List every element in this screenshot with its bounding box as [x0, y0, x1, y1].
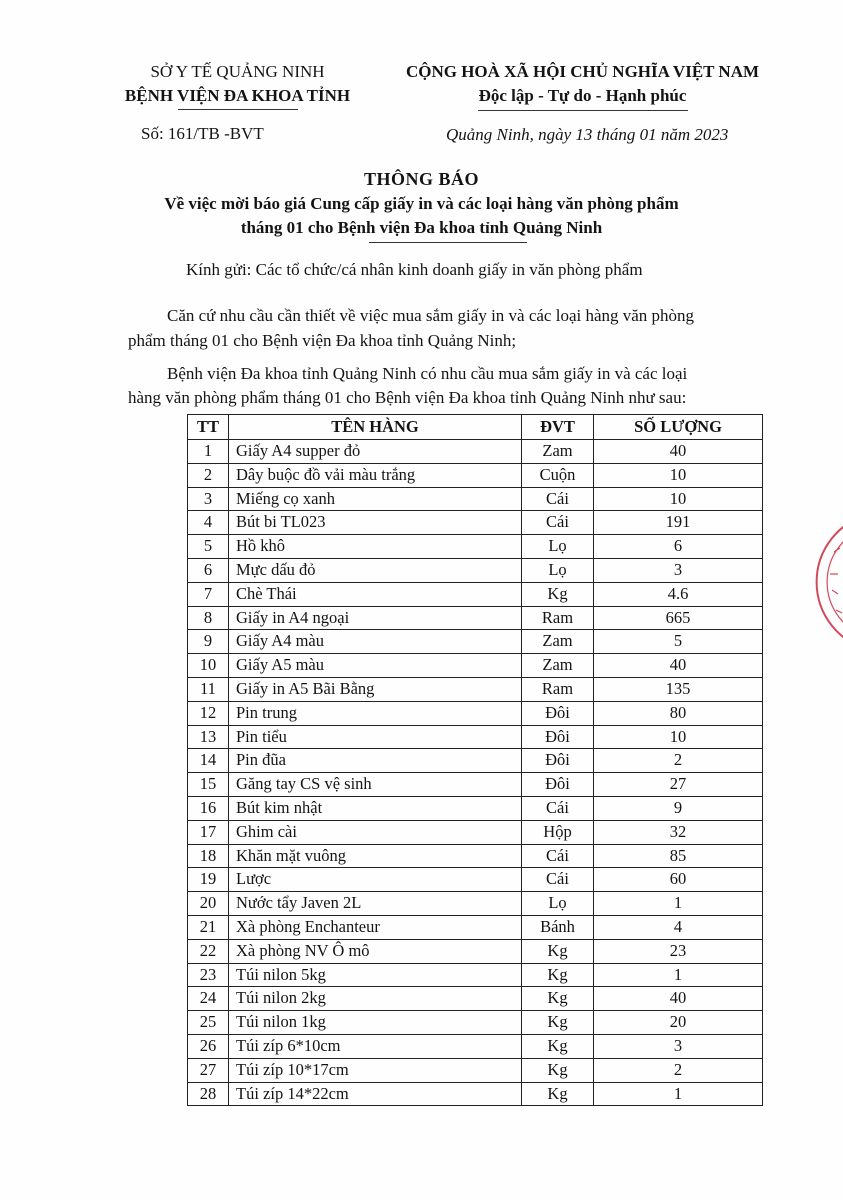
- table-row: [188, 939, 763, 963]
- table-row: [188, 1011, 763, 1035]
- table-row: [188, 725, 763, 749]
- row-quantity: 4.6: [594, 582, 763, 606]
- row-item-name: Túi nilon 2kg: [229, 987, 522, 1011]
- row-unit: Ram: [522, 677, 594, 701]
- row-quantity: 2: [594, 1058, 763, 1082]
- row-item-name: Dây buộc đồ vải màu trắng: [229, 463, 522, 487]
- row-item-name: Lược: [229, 868, 522, 892]
- row-quantity: 85: [594, 844, 763, 868]
- row-item-name: Giấy A4 màu: [229, 630, 522, 654]
- row-tt: 8: [188, 606, 229, 630]
- table-row: [188, 796, 763, 820]
- row-tt: 15: [188, 773, 229, 797]
- row-unit: Đôi: [522, 773, 594, 797]
- row-tt: 21: [188, 915, 229, 939]
- row-quantity: 1: [594, 892, 763, 916]
- document-number: Số: 161/TB -BVT: [141, 124, 264, 143]
- row-unit: Bánh: [522, 915, 594, 939]
- greeting: Kính gửi: Các tổ chức/cá nhân kinh doanh giấy in văn phòng phẩm: [186, 260, 643, 279]
- row-unit: Cuộn: [522, 463, 594, 487]
- row-quantity: 191: [594, 511, 763, 535]
- table-row: [188, 701, 763, 725]
- row-unit: Cái: [522, 844, 594, 868]
- row-quantity: 10: [594, 487, 763, 511]
- table-row: [188, 963, 763, 987]
- row-item-name: Pin tiểu: [229, 725, 522, 749]
- row-tt: 23: [188, 963, 229, 987]
- row-tt: 18: [188, 844, 229, 868]
- table-row: [188, 749, 763, 773]
- org-underline: [178, 109, 298, 110]
- table-row: [188, 1058, 763, 1082]
- row-tt: 3: [188, 487, 229, 511]
- table-row: [188, 511, 763, 535]
- row-tt: 4: [188, 511, 229, 535]
- table-row: [188, 630, 763, 654]
- table-row: [188, 558, 763, 582]
- row-tt: 28: [188, 1082, 229, 1106]
- row-quantity: 2: [594, 749, 763, 773]
- row-item-name: Nước tẩy Javen 2L: [229, 892, 522, 916]
- table-row: [188, 773, 763, 797]
- motto: Độc lập - Tự do - Hạnh phúc: [478, 86, 687, 105]
- row-item-name: Pin trung: [229, 701, 522, 725]
- row-quantity: 27: [594, 773, 763, 797]
- row-unit: Kg: [522, 963, 594, 987]
- row-item-name: Túi zíp 10*17cm: [229, 1058, 522, 1082]
- table-header-row: [188, 415, 763, 440]
- row-quantity: 1: [594, 1082, 763, 1106]
- row-unit: Cái: [522, 796, 594, 820]
- row-item-name: Mực dấu đỏ: [229, 558, 522, 582]
- row-unit: Hộp: [522, 820, 594, 844]
- row-quantity: 135: [594, 677, 763, 701]
- notice-title: THÔNG BÁO: [363, 169, 479, 189]
- table-row: [188, 820, 763, 844]
- row-item-name: Xà phòng Enchanteur: [229, 915, 522, 939]
- row-tt: 24: [188, 987, 229, 1011]
- row-item-name: Giấy A5 màu: [229, 654, 522, 678]
- table-row: [188, 987, 763, 1011]
- table-row: [188, 463, 763, 487]
- table-row: [188, 606, 763, 630]
- motto-underline: [478, 110, 688, 111]
- row-quantity: 3: [594, 558, 763, 582]
- row-item-name: Găng tay CS vệ sinh: [229, 773, 522, 797]
- table-row: [188, 844, 763, 868]
- row-item-name: Ghim cài: [229, 820, 522, 844]
- items-table: [187, 414, 763, 1106]
- row-unit: Kg: [522, 582, 594, 606]
- row-quantity: 9: [594, 796, 763, 820]
- org-parent: SỞ Y TẾ QUẢNG NINH: [150, 62, 325, 81]
- subject-underline: [369, 242, 527, 243]
- row-quantity: 80: [594, 701, 763, 725]
- table-row: [188, 892, 763, 916]
- row-unit: Đôi: [522, 701, 594, 725]
- row-quantity: 40: [594, 987, 763, 1011]
- row-quantity: 60: [594, 868, 763, 892]
- row-quantity: 3: [594, 1034, 763, 1058]
- notice-subject-line-2: tháng 01 cho Bệnh viện Đa khoa tỉnh Quảng Ninh: [240, 218, 603, 237]
- row-unit: Ram: [522, 606, 594, 630]
- row-quantity: 20: [594, 1011, 763, 1035]
- row-item-name: Pin đũa: [229, 749, 522, 773]
- table-row: [188, 487, 763, 511]
- table-row: [188, 1034, 763, 1058]
- row-unit: Zam: [522, 440, 594, 464]
- row-item-name: Túi nilon 5kg: [229, 963, 522, 987]
- row-item-name: Giấy in A4 ngoại: [229, 606, 522, 630]
- row-tt: 11: [188, 677, 229, 701]
- row-quantity: 10: [594, 463, 763, 487]
- header-unit: ĐVT: [522, 415, 594, 440]
- row-tt: 13: [188, 725, 229, 749]
- header-quantity: SỐ LƯỢNG: [594, 415, 763, 440]
- row-quantity: 1: [594, 963, 763, 987]
- row-unit: Cái: [522, 487, 594, 511]
- row-quantity: 665: [594, 606, 763, 630]
- row-item-name: Túi zíp 14*22cm: [229, 1082, 522, 1106]
- row-unit: Zam: [522, 630, 594, 654]
- notice-subject-line-1: Về việc mời báo giá Cung cấp giấy in và các loại hàng văn phòng phẩm: [164, 194, 679, 213]
- row-unit: Cái: [522, 511, 594, 535]
- row-tt: 27: [188, 1058, 229, 1082]
- table-row: [188, 582, 763, 606]
- table-row: [188, 915, 763, 939]
- row-tt: 16: [188, 796, 229, 820]
- row-unit: Kg: [522, 1011, 594, 1035]
- row-quantity: 4: [594, 915, 763, 939]
- row-tt: 25: [188, 1011, 229, 1035]
- row-unit: Đôi: [522, 749, 594, 773]
- row-quantity: 32: [594, 820, 763, 844]
- org-name: BỆNH VIỆN ĐA KHOA TỈNH: [124, 86, 351, 105]
- row-tt: 7: [188, 582, 229, 606]
- nation-title: CỘNG HOÀ XÃ HỘI CHỦ NGHĨA VIỆT NAM: [405, 62, 760, 81]
- row-item-name: Khăn mặt vuông: [229, 844, 522, 868]
- row-quantity: 23: [594, 939, 763, 963]
- row-quantity: 6: [594, 535, 763, 559]
- row-item-name: Túi nilon 1kg: [229, 1011, 522, 1035]
- row-item-name: Miếng cọ xanh: [229, 487, 522, 511]
- row-item-name: Bút kim nhật: [229, 796, 522, 820]
- row-tt: 20: [188, 892, 229, 916]
- paragraph-2-line-2: hàng văn phòng phẩm tháng 01 cho Bệnh viện Đa khoa tỉnh Quảng Ninh như sau:: [128, 388, 687, 407]
- paragraph-1-line-1: Căn cứ nhu cầu cần thiết về việc mua sắm giấy in và các loại hàng văn phòng: [167, 306, 695, 325]
- row-tt: 19: [188, 868, 229, 892]
- row-unit: Cái: [522, 868, 594, 892]
- table-row: [188, 1082, 763, 1106]
- row-unit: Kg: [522, 987, 594, 1011]
- row-tt: 14: [188, 749, 229, 773]
- table-row: [188, 654, 763, 678]
- red-stamp: [812, 512, 843, 652]
- row-item-name: Giấy in A5 Bãi Bằng: [229, 677, 522, 701]
- header-item-name: TÊN HÀNG: [229, 415, 522, 440]
- row-unit: Kg: [522, 1034, 594, 1058]
- row-item-name: Giấy A4 supper đỏ: [229, 440, 522, 464]
- row-unit: Lọ: [522, 892, 594, 916]
- place-date: Quảng Ninh, ngày 13 tháng 01 năm 2023: [446, 125, 729, 144]
- paragraph-1-line-2: phẩm tháng 01 cho Bệnh viện Đa khoa tỉnh Quảng Ninh;: [128, 331, 517, 350]
- row-unit: Lọ: [522, 535, 594, 559]
- row-tt: 5: [188, 535, 229, 559]
- header-tt: TT: [188, 415, 229, 440]
- stamp-outer-ring: [817, 514, 843, 650]
- row-item-name: Chè Thái: [229, 582, 522, 606]
- paragraph-2-line-1: Bệnh viện Đa khoa tỉnh Quảng Ninh có nhu cầu mua sắm giấy in và các loại: [167, 364, 688, 383]
- row-unit: Đôi: [522, 725, 594, 749]
- table-row: [188, 677, 763, 701]
- row-quantity: 40: [594, 654, 763, 678]
- row-tt: 12: [188, 701, 229, 725]
- row-unit: Kg: [522, 1082, 594, 1106]
- row-tt: 2: [188, 463, 229, 487]
- row-quantity: 10: [594, 725, 763, 749]
- row-unit: Kg: [522, 1058, 594, 1082]
- row-item-name: Xà phòng NV Ô mô: [229, 939, 522, 963]
- row-unit: Kg: [522, 939, 594, 963]
- row-tt: 22: [188, 939, 229, 963]
- row-quantity: 40: [594, 440, 763, 464]
- row-unit: Zam: [522, 654, 594, 678]
- row-item-name: Túi zíp 6*10cm: [229, 1034, 522, 1058]
- table-row: [188, 440, 763, 464]
- table-row: [188, 535, 763, 559]
- row-tt: 17: [188, 820, 229, 844]
- row-quantity: 5: [594, 630, 763, 654]
- row-unit: Lọ: [522, 558, 594, 582]
- row-tt: 1: [188, 440, 229, 464]
- row-item-name: Hồ khô: [229, 535, 522, 559]
- table-row: [188, 868, 763, 892]
- row-tt: 26: [188, 1034, 229, 1058]
- row-tt: 10: [188, 654, 229, 678]
- row-tt: 9: [188, 630, 229, 654]
- row-tt: 6: [188, 558, 229, 582]
- row-item-name: Bút bi TL023: [229, 511, 522, 535]
